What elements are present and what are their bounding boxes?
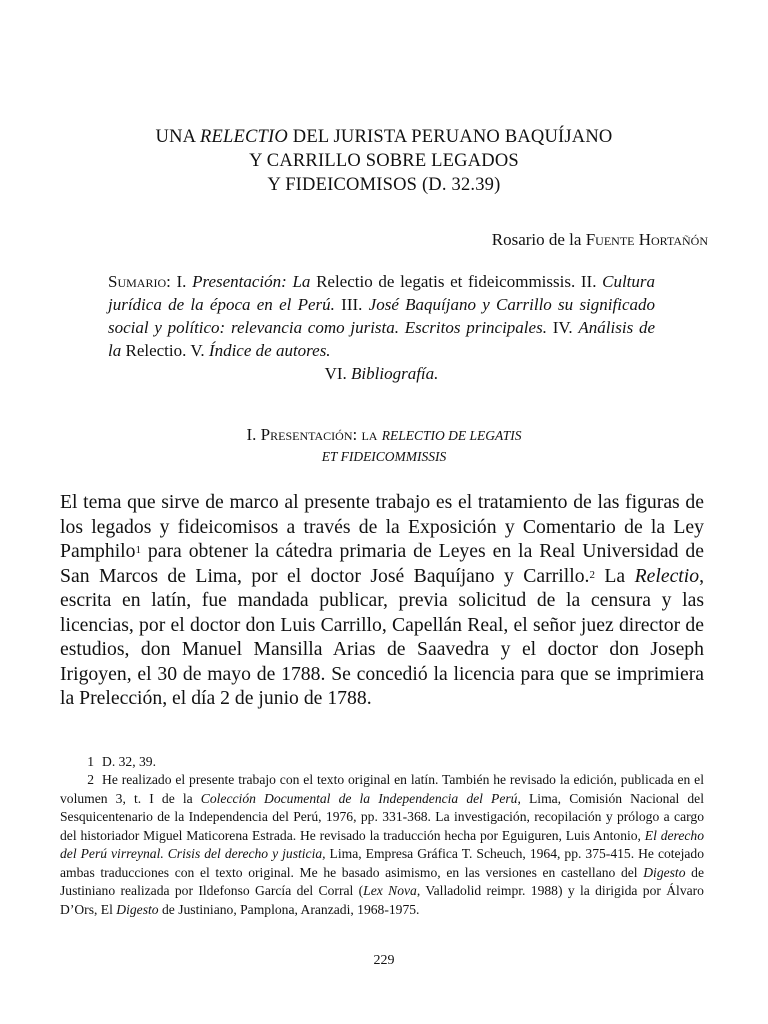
footnote-ref-1[interactable]: 1 (135, 544, 141, 556)
summary: Sumario: I. Presentación: La Relectio de legatis et fideicommissis. II. Cultura jurídica de la época en el Perú. III. José Baquíjano y Carrillo su significado social y político: relevancia como jurista. Escritos principales. IV. Análisis de la Relectio. V. Índice de autores. VI. Bibliografía. (108, 272, 656, 383)
summary-label: Sumario (108, 272, 167, 291)
summary-last-line: VI. Bibliografía. (324, 364, 439, 383)
section-heading-line-2: ET FIDEICOMMISSIS (321, 449, 447, 464)
footnote-1: 1 D. 32, 39. (87, 754, 156, 769)
section-heading: I. Presentación: la RELECTIO DE LEGATIS (246, 425, 522, 444)
article-title (60, 125, 708, 197)
title-line-1: UNA RELECTIO DEL JURISTA PERUANO BAQUÍJANO (155, 127, 613, 147)
title-line-2: Y CARRILLO SOBRE LEGADOS (249, 151, 519, 171)
title-line-3: Y FIDEICOMISOS (D. 32.39) (267, 175, 501, 195)
author-name: Rosario de la Fuente Hortañón (491, 230, 708, 249)
footnote-2: 2 He realizado el presente trabajo con el texto original en latín. También he revisado la edición, publicada en el volumen 3, t. I de la Colección Documental de la Independencia del Perú, Lima, Comisión Nacional del Sesquicentenario de la Independencia del Perú, 1976, pp. 331-368. La investigación, recopilación y prólogo a cargo del historiador Miguel Maticorena Estrada. He revisado la traducción hecha por Eguiguren, Luis Antonio, El derecho del Perú virreynal. Crisis del derecho y justicia, Lima, Empresa Gráfica T. Scheuch, 1964, pp. 375-415. He cotejado ambas traducciones con el texto original. Me he basado asimismo, en las versiones en castellano del Digesto de Justiniano realizada por Ildefonso García del Corral (Lex Nova, Valladolid reimpr. 1988) y la dirigida por Álvaro D’Ors, El Digesto de Justiniano, Pamplona, Aranzadi, 1968-1975. (60, 772, 704, 917)
footnote-ref-2[interactable]: 2 (589, 568, 595, 581)
body-paragraph: El tema que sirve de marco al presente trabajo es el tratamiento de las figuras de los legados y fideicomisos a través de la Exposición y Comentario de la Ley Pamphilo$^1$ para obtener la cátedra primaria de Leyes en la Real Universidad de San Marcos de Lima, por el doctor José Baquíjano y Carrillo.$^2$ La Relectio, escrita en latín, fue mandada publicar, previa solicitud de la censura y las licencias, por el doctor don Luis Carrillo, Capellán Real, el señor juez director de estudios, don Manuel Mansilla Arias de Saavedra y el doctor don Joseph Irigoyen, el 30 de mayo de 1788. Se concedió la licencia para que se imprimiera la Prelección, el día 2 de junio de 1788. (60, 491, 705, 709)
page-number: 229 (373, 953, 395, 968)
